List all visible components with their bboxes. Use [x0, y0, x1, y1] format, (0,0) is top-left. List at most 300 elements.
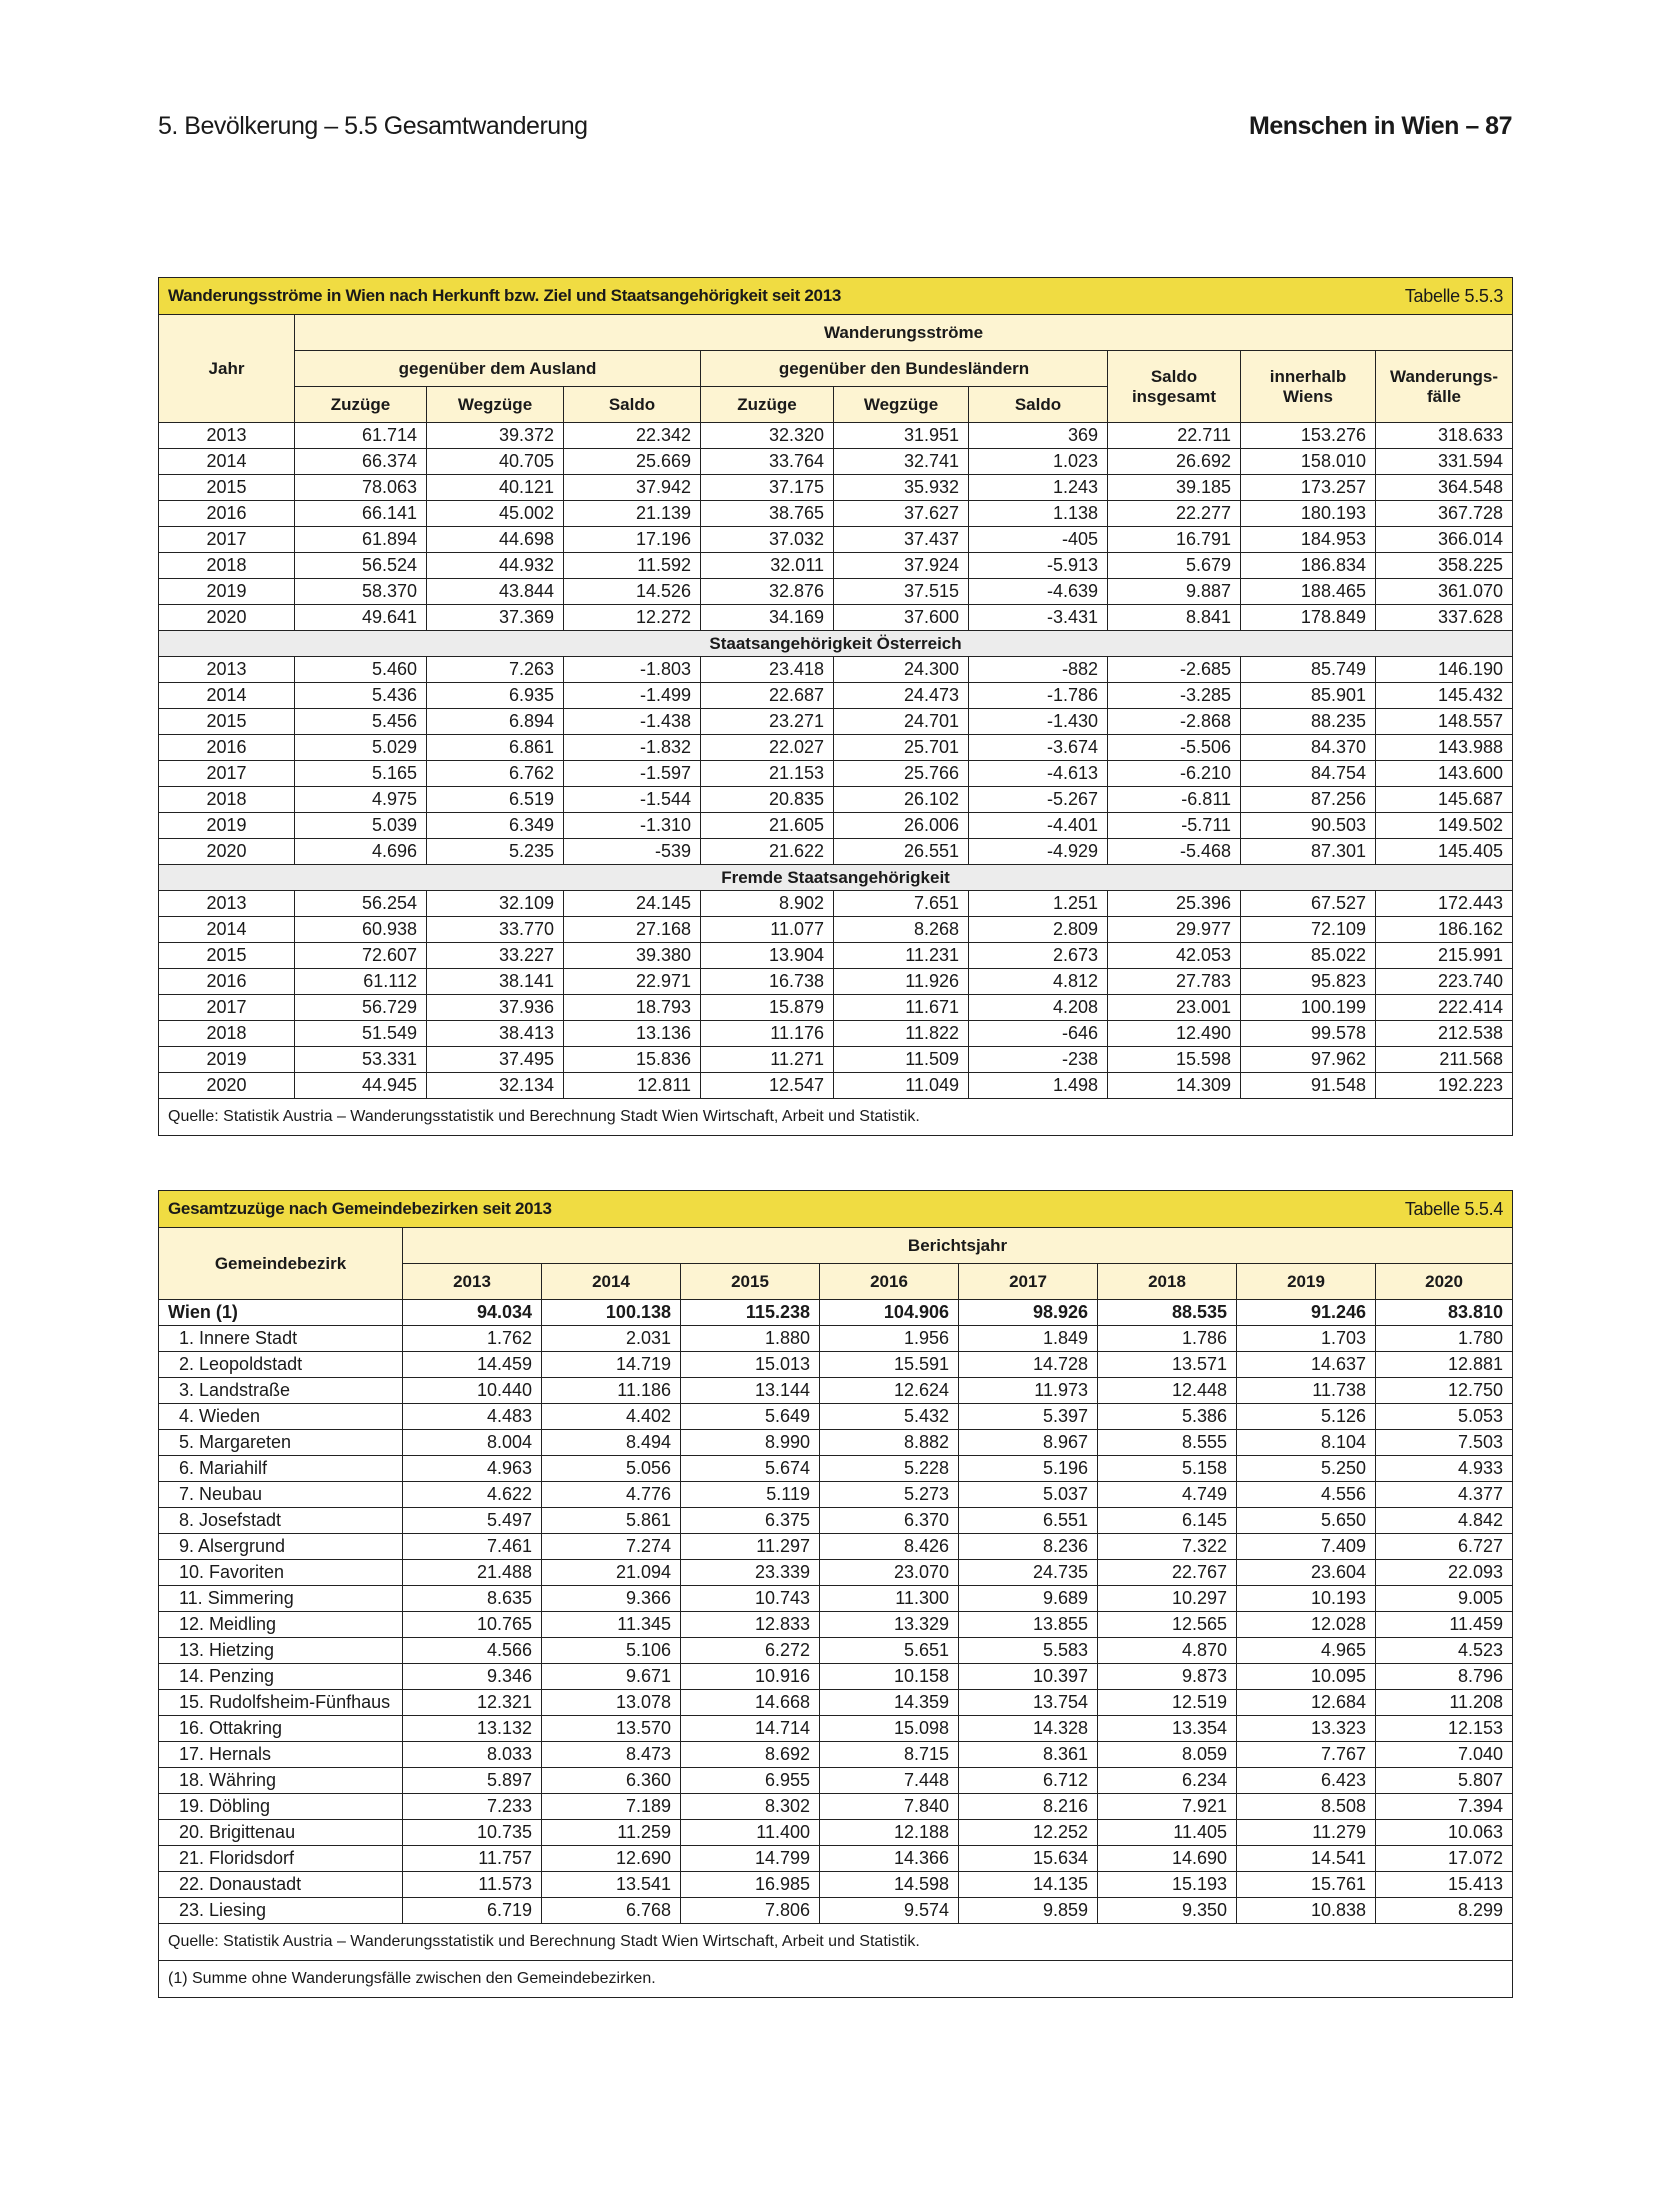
value-cell: 6.370: [820, 1508, 959, 1534]
value-cell: 6.861: [427, 735, 564, 761]
value-cell: 20.835: [701, 787, 834, 813]
value-cell: 1.703: [1237, 1326, 1376, 1352]
value-cell: 6.719: [403, 1898, 542, 1924]
value-cell: 9.859: [959, 1898, 1098, 1924]
value-cell: 12.833: [681, 1612, 820, 1638]
table-row: [159, 1047, 1513, 1073]
value-cell: 8.236: [959, 1534, 1098, 1560]
value-cell: 7.448: [820, 1768, 959, 1794]
value-cell: 6.712: [959, 1768, 1098, 1794]
value-cell: 7.921: [1098, 1794, 1237, 1820]
value-cell: 4.208: [969, 995, 1108, 1021]
value-cell: 158.010: [1241, 449, 1376, 475]
col-header-saldo-insgesamt: Saldo insgesamt: [1108, 351, 1241, 423]
value-cell: 2.673: [969, 943, 1108, 969]
value-cell: 23.339: [681, 1560, 820, 1586]
value-cell: 8.104: [1237, 1430, 1376, 1456]
value-cell: 11.077: [701, 917, 834, 943]
value-cell: 56.729: [295, 995, 427, 1021]
value-cell: 4.622: [403, 1482, 542, 1508]
table-row: [159, 1768, 1513, 1794]
value-cell: 12.519: [1098, 1690, 1237, 1716]
value-cell: 5.053: [1376, 1404, 1513, 1430]
value-cell: 13.132: [403, 1716, 542, 1742]
value-cell: 97.962: [1241, 1047, 1376, 1073]
value-cell: 24.735: [959, 1560, 1098, 1586]
value-cell: 11.176: [701, 1021, 834, 1047]
value-cell: 37.942: [564, 475, 701, 501]
value-cell: 88.235: [1241, 709, 1376, 735]
value-cell: 8.635: [403, 1586, 542, 1612]
value-cell: 26.551: [834, 839, 969, 865]
district-name: 20. Brigittenau: [159, 1820, 403, 1846]
value-cell: 37.936: [427, 995, 564, 1021]
value-cell: -5.506: [1108, 735, 1241, 761]
value-cell: 23.070: [820, 1560, 959, 1586]
year-cell: 2015: [159, 943, 295, 969]
value-cell: 8.494: [542, 1430, 681, 1456]
value-cell: 12.272: [564, 605, 701, 631]
value-cell: 14.719: [542, 1352, 681, 1378]
value-cell: -6.210: [1108, 761, 1241, 787]
value-cell: 10.158: [820, 1664, 959, 1690]
value-cell: 6.423: [1237, 1768, 1376, 1794]
value-cell: 1.786: [1098, 1326, 1237, 1352]
value-cell: 5.456: [295, 709, 427, 735]
year-cell: 2014: [159, 683, 295, 709]
value-cell: 15.836: [564, 1047, 701, 1073]
value-cell: 14.366: [820, 1846, 959, 1872]
value-cell: 14.668: [681, 1690, 820, 1716]
value-cell: 66.141: [295, 501, 427, 527]
value-cell: 6.519: [427, 787, 564, 813]
value-cell: 5.228: [820, 1456, 959, 1482]
value-cell: 12.624: [820, 1378, 959, 1404]
value-cell: 85.749: [1241, 657, 1376, 683]
table-title: Wanderungsströme in Wien nach Herkunft bzw. Ziel und Staatsangehörigkeit seit 2013: [168, 285, 842, 305]
value-cell: -238: [969, 1047, 1108, 1073]
value-cell: 12.811: [564, 1073, 701, 1099]
value-cell: 8.508: [1237, 1794, 1376, 1820]
value-cell: 14.526: [564, 579, 701, 605]
value-cell: 25.701: [834, 735, 969, 761]
value-cell: 5.196: [959, 1456, 1098, 1482]
year-cell: 2016: [159, 735, 295, 761]
table-row: [159, 1508, 1513, 1534]
value-cell: 5.436: [295, 683, 427, 709]
district-name: 2. Leopoldstadt: [159, 1352, 403, 1378]
value-cell: 7.189: [542, 1794, 681, 1820]
value-cell: 42.053: [1108, 943, 1241, 969]
col-header-year: 2020: [1376, 1264, 1513, 1300]
value-cell: 8.902: [701, 891, 834, 917]
value-cell: 6.349: [427, 813, 564, 839]
value-cell: 16.985: [681, 1872, 820, 1898]
table-row: [159, 1690, 1513, 1716]
value-cell: 24.300: [834, 657, 969, 683]
table-row: [159, 527, 1513, 553]
value-cell: -1.786: [969, 683, 1108, 709]
value-cell: 6.955: [681, 1768, 820, 1794]
value-cell: 1.023: [969, 449, 1108, 475]
value-cell: 5.039: [295, 813, 427, 839]
value-cell: 23.604: [1237, 1560, 1376, 1586]
value-cell: 11.757: [403, 1846, 542, 1872]
district-inflows-table: [158, 1190, 1513, 1998]
value-cell: 4.377: [1376, 1482, 1513, 1508]
value-cell: 215.991: [1376, 943, 1513, 969]
value-cell: 7.503: [1376, 1430, 1513, 1456]
district-name: 19. Döbling: [159, 1794, 403, 1820]
value-cell: 10.440: [403, 1378, 542, 1404]
value-cell: 37.627: [834, 501, 969, 527]
value-cell: 5.056: [542, 1456, 681, 1482]
value-cell: 8.268: [834, 917, 969, 943]
value-cell: 21.094: [542, 1560, 681, 1586]
value-cell: 15.634: [959, 1846, 1098, 1872]
value-cell: 14.328: [959, 1716, 1098, 1742]
value-cell: 5.861: [542, 1508, 681, 1534]
value-cell: 361.070: [1376, 579, 1513, 605]
value-cell: 7.322: [1098, 1534, 1237, 1560]
value-cell: 40.705: [427, 449, 564, 475]
value-cell: 5.397: [959, 1404, 1098, 1430]
year-cell: 2013: [159, 891, 295, 917]
value-cell: 37.175: [701, 475, 834, 501]
value-cell: 10.193: [1237, 1586, 1376, 1612]
table-row: [159, 683, 1513, 709]
value-cell: 13.323: [1237, 1716, 1376, 1742]
value-cell: 56.254: [295, 891, 427, 917]
table-row: [159, 943, 1513, 969]
value-cell: 172.443: [1376, 891, 1513, 917]
value-cell: 1.138: [969, 501, 1108, 527]
value-cell: -4.639: [969, 579, 1108, 605]
value-cell: 5.651: [820, 1638, 959, 1664]
value-cell: 29.977: [1108, 917, 1241, 943]
table-row: [159, 657, 1513, 683]
value-cell: -5.711: [1108, 813, 1241, 839]
value-cell: 100.199: [1241, 995, 1376, 1021]
value-cell: -2.685: [1108, 657, 1241, 683]
year-cell: 2018: [159, 1021, 295, 1047]
value-cell: 5.386: [1098, 1404, 1237, 1430]
value-cell: 24.473: [834, 683, 969, 709]
value-cell: -1.430: [969, 709, 1108, 735]
value-cell: 14.135: [959, 1872, 1098, 1898]
table-number: Tabelle 5.5.4: [1404, 1198, 1504, 1219]
value-cell: -1.597: [564, 761, 701, 787]
year-cell: 2020: [159, 839, 295, 865]
value-cell: 1.243: [969, 475, 1108, 501]
value-cell: 91.548: [1241, 1073, 1376, 1099]
table-row: [159, 423, 1513, 449]
value-cell: 12.252: [959, 1820, 1098, 1846]
value-cell: 11.271: [701, 1047, 834, 1073]
value-cell: 11.822: [834, 1021, 969, 1047]
table-title-bar: [159, 278, 1513, 315]
table-row: [159, 1794, 1513, 1820]
table-row: [159, 1073, 1513, 1099]
page-header: [158, 112, 1512, 152]
value-cell: 5.250: [1237, 1456, 1376, 1482]
district-name: 8. Josefstadt: [159, 1508, 403, 1534]
value-cell: 11.231: [834, 943, 969, 969]
value-cell: 49.641: [295, 605, 427, 631]
value-cell: 45.002: [427, 501, 564, 527]
value-cell: 56.524: [295, 553, 427, 579]
value-cell: 4.749: [1098, 1482, 1237, 1508]
value-cell: 17.196: [564, 527, 701, 553]
value-cell: 100.138: [542, 1300, 681, 1326]
value-cell: 90.503: [1241, 813, 1376, 839]
district-name: 18. Währing: [159, 1768, 403, 1794]
value-cell: 7.461: [403, 1534, 542, 1560]
value-cell: 15.598: [1108, 1047, 1241, 1073]
col-header-year: 2013: [403, 1264, 542, 1300]
col-header-year: 2016: [820, 1264, 959, 1300]
value-cell: 7.767: [1237, 1742, 1376, 1768]
value-cell: 11.509: [834, 1047, 969, 1073]
value-cell: 4.523: [1376, 1638, 1513, 1664]
table-title-bar: [159, 1191, 1513, 1228]
value-cell: 15.591: [820, 1352, 959, 1378]
value-cell: 72.109: [1241, 917, 1376, 943]
year-cell: 2014: [159, 449, 295, 475]
value-cell: 13.136: [564, 1021, 701, 1047]
value-cell: 21.622: [701, 839, 834, 865]
year-cell: 2018: [159, 553, 295, 579]
value-cell: 24.701: [834, 709, 969, 735]
table-row: [159, 475, 1513, 501]
value-cell: 4.963: [403, 1456, 542, 1482]
value-cell: -405: [969, 527, 1108, 553]
value-cell: 11.671: [834, 995, 969, 1021]
value-cell: -4.929: [969, 839, 1108, 865]
col-group-wanderungsstroeme: Wanderungsströme: [295, 315, 1513, 351]
value-cell: 188.465: [1241, 579, 1376, 605]
value-cell: 78.063: [295, 475, 427, 501]
value-cell: 5.649: [681, 1404, 820, 1430]
year-cell: 2017: [159, 761, 295, 787]
value-cell: 32.011: [701, 553, 834, 579]
value-cell: 25.669: [564, 449, 701, 475]
value-cell: 6.762: [427, 761, 564, 787]
value-cell: 1.780: [1376, 1326, 1513, 1352]
value-cell: 13.078: [542, 1690, 681, 1716]
value-cell: 14.714: [681, 1716, 820, 1742]
value-cell: 10.735: [403, 1820, 542, 1846]
value-cell: 153.276: [1241, 423, 1376, 449]
value-cell: 4.696: [295, 839, 427, 865]
year-cell: 2016: [159, 501, 295, 527]
district-name: 12. Meidling: [159, 1612, 403, 1638]
district-name: 13. Hietzing: [159, 1638, 403, 1664]
value-cell: 61.894: [295, 527, 427, 553]
value-cell: 11.400: [681, 1820, 820, 1846]
value-cell: 12.028: [1237, 1612, 1376, 1638]
total-row: [159, 1300, 1513, 1326]
table-row: [159, 1021, 1513, 1047]
value-cell: 61.112: [295, 969, 427, 995]
value-cell: 145.405: [1376, 839, 1513, 865]
table-row: [159, 1716, 1513, 1742]
value-cell: 104.906: [820, 1300, 959, 1326]
value-cell: 5.432: [820, 1404, 959, 1430]
value-cell: 115.238: [681, 1300, 820, 1326]
value-cell: 149.502: [1376, 813, 1513, 839]
col-header-year: 2017: [959, 1264, 1098, 1300]
value-cell: 38.413: [427, 1021, 564, 1047]
value-cell: 23.418: [701, 657, 834, 683]
value-cell: 5.497: [403, 1508, 542, 1534]
value-cell: 14.541: [1237, 1846, 1376, 1872]
value-cell: 22.711: [1108, 423, 1241, 449]
value-cell: 33.770: [427, 917, 564, 943]
value-cell: 13.904: [701, 943, 834, 969]
value-cell: 22.277: [1108, 501, 1241, 527]
value-cell: 7.806: [681, 1898, 820, 1924]
value-cell: 88.535: [1098, 1300, 1237, 1326]
value-cell: 192.223: [1376, 1073, 1513, 1099]
table-row: [159, 1664, 1513, 1690]
value-cell: 9.887: [1108, 579, 1241, 605]
value-cell: -3.674: [969, 735, 1108, 761]
table-number: Tabelle 5.5.3: [1404, 285, 1504, 306]
col-group-bundeslaender: gegenüber den Bundesländern: [701, 351, 1108, 387]
value-cell: 38.765: [701, 501, 834, 527]
value-cell: 39.185: [1108, 475, 1241, 501]
value-cell: 14.309: [1108, 1073, 1241, 1099]
table-row: [159, 1534, 1513, 1560]
value-cell: 22.687: [701, 683, 834, 709]
value-cell: 1.849: [959, 1326, 1098, 1352]
value-cell: 9.689: [959, 1586, 1098, 1612]
value-cell: 5.273: [820, 1482, 959, 1508]
value-cell: 18.793: [564, 995, 701, 1021]
value-cell: 9.671: [542, 1664, 681, 1690]
value-cell: 5.126: [1237, 1404, 1376, 1430]
value-cell: 7.274: [542, 1534, 681, 1560]
value-cell: 331.594: [1376, 449, 1513, 475]
col-header-year: 2018: [1098, 1264, 1237, 1300]
col-header-wegzuege: Wegzüge: [834, 387, 969, 423]
value-cell: 11.186: [542, 1378, 681, 1404]
district-name: 10. Favoriten: [159, 1560, 403, 1586]
value-cell: 25.396: [1108, 891, 1241, 917]
value-cell: -1.832: [564, 735, 701, 761]
value-cell: 38.141: [427, 969, 564, 995]
value-cell: 173.257: [1241, 475, 1376, 501]
value-cell: 33.764: [701, 449, 834, 475]
value-cell: 22.342: [564, 423, 701, 449]
value-cell: 94.034: [403, 1300, 542, 1326]
value-cell: 17.072: [1376, 1846, 1513, 1872]
value-cell: 6.551: [959, 1508, 1098, 1534]
value-cell: -1.499: [564, 683, 701, 709]
value-cell: 318.633: [1376, 423, 1513, 449]
value-cell: 12.690: [542, 1846, 681, 1872]
value-cell: 37.600: [834, 605, 969, 631]
value-cell: 8.426: [820, 1534, 959, 1560]
col-header-saldo: Saldo: [564, 387, 701, 423]
value-cell: 44.698: [427, 527, 564, 553]
value-cell: 35.932: [834, 475, 969, 501]
value-cell: 7.409: [1237, 1534, 1376, 1560]
value-cell: -3.285: [1108, 683, 1241, 709]
value-cell: 366.014: [1376, 527, 1513, 553]
value-cell: 6.375: [681, 1508, 820, 1534]
value-cell: 7.394: [1376, 1794, 1513, 1820]
value-cell: 7.840: [820, 1794, 959, 1820]
table-row: [159, 605, 1513, 631]
district-name: 17. Hernals: [159, 1742, 403, 1768]
value-cell: 99.578: [1241, 1021, 1376, 1047]
value-cell: 2.031: [542, 1326, 681, 1352]
table-row: [159, 735, 1513, 761]
value-cell: 5.029: [295, 735, 427, 761]
value-cell: 143.600: [1376, 761, 1513, 787]
value-cell: 6.272: [681, 1638, 820, 1664]
value-cell: 14.799: [681, 1846, 820, 1872]
value-cell: 8.361: [959, 1742, 1098, 1768]
value-cell: 8.990: [681, 1430, 820, 1456]
value-cell: 4.975: [295, 787, 427, 813]
value-cell: 13.144: [681, 1378, 820, 1404]
value-cell: 8.033: [403, 1742, 542, 1768]
value-cell: -1.803: [564, 657, 701, 683]
value-cell: 4.870: [1098, 1638, 1237, 1664]
table-row: [159, 1352, 1513, 1378]
district-name: 11. Simmering: [159, 1586, 403, 1612]
value-cell: -539: [564, 839, 701, 865]
value-cell: 26.692: [1108, 449, 1241, 475]
value-cell: 8.555: [1098, 1430, 1237, 1456]
value-cell: 367.728: [1376, 501, 1513, 527]
value-cell: 15.761: [1237, 1872, 1376, 1898]
value-cell: 21.153: [701, 761, 834, 787]
value-cell: 6.727: [1376, 1534, 1513, 1560]
migration-flows-table: [158, 277, 1513, 1136]
value-cell: 1.762: [403, 1326, 542, 1352]
table-row: [159, 1482, 1513, 1508]
year-cell: 2016: [159, 969, 295, 995]
value-cell: -4.613: [969, 761, 1108, 787]
district-name: 22. Donaustadt: [159, 1872, 403, 1898]
value-cell: 6.145: [1098, 1508, 1237, 1534]
section-title: 5. Bevölkerung – 5.5 Gesamtwanderung: [158, 112, 588, 140]
table-row: [159, 1898, 1513, 1924]
value-cell: -646: [969, 1021, 1108, 1047]
value-cell: 14.459: [403, 1352, 542, 1378]
value-cell: 2.809: [969, 917, 1108, 943]
value-cell: 34.169: [701, 605, 834, 631]
value-cell: 10.765: [403, 1612, 542, 1638]
value-cell: 11.345: [542, 1612, 681, 1638]
col-header-year: 2014: [542, 1264, 681, 1300]
value-cell: 4.556: [1237, 1482, 1376, 1508]
value-cell: 4.933: [1376, 1456, 1513, 1482]
table-row: [159, 1612, 1513, 1638]
value-cell: 66.374: [295, 449, 427, 475]
value-cell: 22.971: [564, 969, 701, 995]
value-cell: 11.405: [1098, 1820, 1237, 1846]
value-cell: 8.302: [681, 1794, 820, 1820]
value-cell: 85.022: [1241, 943, 1376, 969]
value-cell: 5.679: [1108, 553, 1241, 579]
value-cell: 21.605: [701, 813, 834, 839]
value-cell: 37.515: [834, 579, 969, 605]
